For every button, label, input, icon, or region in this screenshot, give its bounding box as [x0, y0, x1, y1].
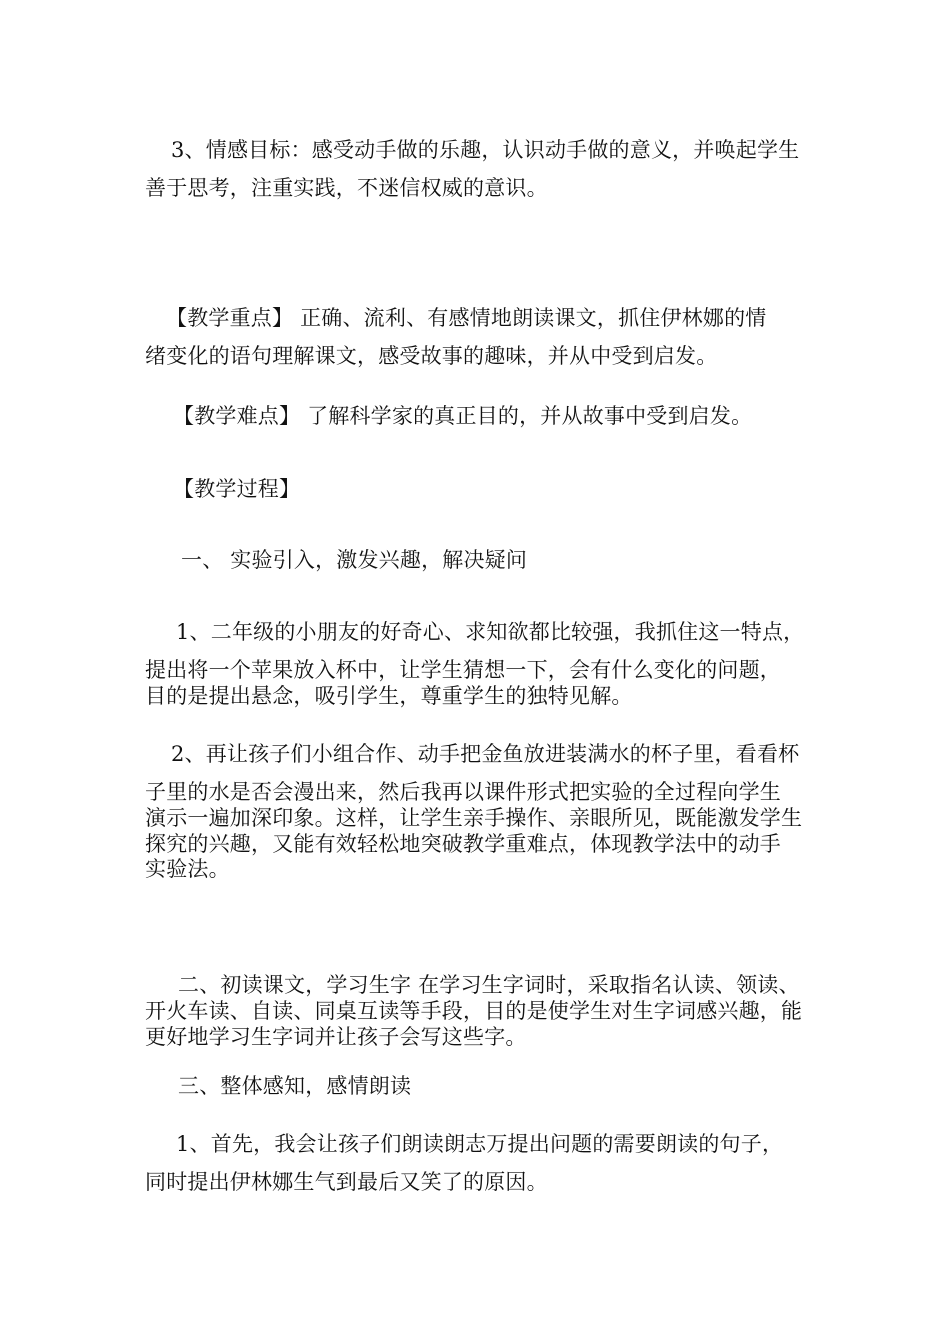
section-one-heading: 一、 实验引入，激发兴趣，解决疑问 — [181, 548, 528, 572]
section-two-line-3: 更好地学习生字词并让孩子会写这些字。 — [145, 1025, 527, 1049]
section-one-item-1-line-1: 1、二年级的小朋友的好奇心、求知欲都比较强，我抓住这一特点， — [176, 620, 805, 644]
emotion-goal-line-1: 3、情感目标：感受动手做的乐趣，认识动手做的意义，并唤起学生 — [171, 138, 800, 162]
section-three-item-1-line-2: 同时提出伊林娜生气到最后又笑了的原因。 — [145, 1170, 548, 1194]
teaching-difficulty: 【教学难点】 了解科学家的真正目的，并从故事中受到启发。 — [173, 404, 753, 428]
section-one-item-1-line-2: 提出将一个苹果放入杯中，让学生猜想一下，会有什么变化的问题， — [145, 658, 781, 682]
section-one-item-2-line-5: 实验法。 — [145, 857, 230, 881]
section-two-line-2: 开火车读、自读、同桌互读等手段，目的是使学生对生字词感兴趣，能 — [145, 999, 803, 1023]
section-one-item-2-line-1: 2、再让孩子们小组合作、动手把金鱼放进装满水的杯子里，看看杯 — [171, 742, 800, 766]
section-two-line-1: 二、初读课文，学习生字 在学习生字词时，采取指名认读、领读、 — [178, 973, 800, 997]
section-one-item-1-line-3: 目的是提出悬念，吸引学生，尊重学生的独特见解。 — [145, 684, 633, 708]
teaching-focus-line-2: 绪变化的语句理解课文，感受故事的趣味，并从中受到启发。 — [145, 344, 718, 368]
section-one-item-2-line-3: 演示一遍加深印象。这样，让学生亲手操作、亲眼所见，既能激发学生 — [145, 806, 803, 830]
emotion-goal-line-2: 善于思考，注重实践，不迷信权威的意识。 — [145, 176, 548, 200]
section-three-item-1-line-1: 1、首先，我会让孩子们朗读朗志万提出问题的需要朗读的句子， — [176, 1132, 784, 1156]
section-one-item-2-line-2: 子里的水是否会漫出来，然后我再以课件形式把实验的全过程向学生 — [145, 780, 781, 804]
teaching-focus-line-1: 【教学重点】 正确、流利、有感情地朗读课文，抓住伊林娜的情 — [166, 306, 767, 330]
section-three-heading: 三、整体感知，感情朗读 — [178, 1074, 412, 1098]
teaching-process-heading: 【教学过程】 — [173, 477, 301, 501]
section-one-item-2-line-4: 探究的兴趣，又能有效轻松地突破教学重难点，体现教学法中的动手 — [145, 832, 781, 856]
